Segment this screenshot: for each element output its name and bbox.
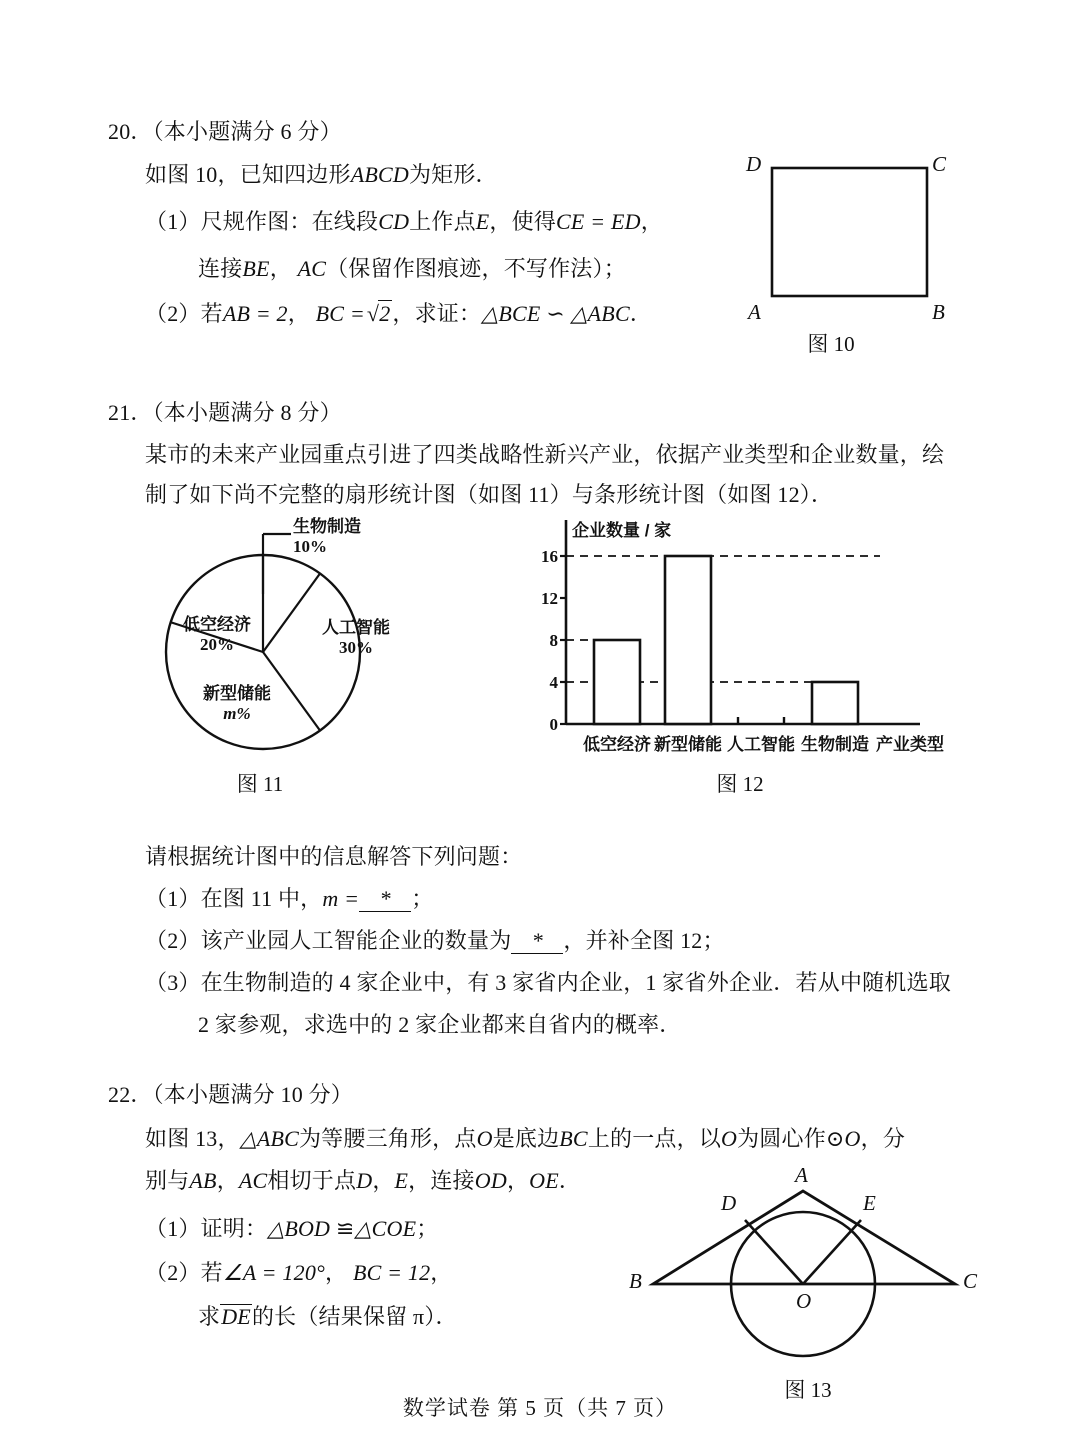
problem-21-ask-intro: 请根据统计图中的信息解答下列问题：	[145, 844, 523, 869]
p20-s1b-ac: AC	[297, 256, 327, 281]
p20-s2-tri1: △BCE	[481, 301, 541, 326]
pie-val-ai: 30%	[339, 638, 373, 658]
pie-divider-ai-storage	[263, 652, 320, 731]
p22-q2-angle: ∠A = 120°	[222, 1260, 326, 1285]
problem-20-stem-var: ABCD	[350, 162, 409, 187]
p20-s1-mid: 上作点	[409, 209, 476, 234]
bar-ytick-label-0: 0	[549, 715, 558, 734]
p22-q2-pre: （2）若	[145, 1260, 223, 1285]
p22-l1-d: 上的一点，以	[587, 1126, 722, 1151]
p22-l2-ab: AB	[189, 1168, 217, 1193]
p20-s1-e: E	[475, 209, 490, 234]
p20-s2-mid: ，求证：	[392, 301, 482, 326]
geo-label-C: C	[963, 1269, 978, 1293]
p22-q2b-tail: 的长（结果保留 π）．	[251, 1304, 458, 1329]
geo-label-A: A	[795, 1163, 808, 1187]
p22-l1-b: 为等腰三角形，点	[298, 1126, 477, 1151]
p20-s1b-tail: （保留作图痕迹，不写作法）；	[326, 256, 626, 281]
pie-val-bio: 10%	[293, 537, 327, 557]
p20-s1-cd: CD	[378, 209, 410, 234]
p22-l2-ac: AC	[238, 1168, 268, 1193]
p20-s2-pre: （2）若	[145, 301, 223, 326]
p22-q1-pre: （1）证明：	[145, 1216, 268, 1241]
p22-l2-sep1: ，	[372, 1168, 395, 1193]
pie-slice-label-lowalt	[183, 615, 251, 655]
p22-l2-oe: OE	[529, 1168, 559, 1193]
problem-21-q3-line2: 2 家参观，求选中的 2 家企业都来自省内的概率．	[198, 1012, 682, 1037]
p22-l1-a: 如图 13，	[145, 1126, 240, 1151]
p20-s2-radicand: 2	[379, 301, 391, 326]
p22-l2-end: ．	[558, 1168, 582, 1193]
problem-21-stem-line1: 某市的未来产业园重点引进了四类战略性新兴产业，依据产业类型和企业数量，绘	[145, 442, 945, 467]
triangle-circle-diagram	[625, 1185, 985, 1385]
pie-val-storage: m%	[223, 704, 251, 724]
triangle-ABC	[653, 1191, 955, 1284]
pie-cat-lowalt: 低空经济	[183, 615, 251, 634]
bar-lowalt-economy	[594, 640, 640, 724]
p21-q2-tail: ，并补全图 12；	[563, 928, 725, 953]
bar-bio-manufacturing	[812, 682, 858, 724]
rect-label-C: C	[932, 152, 947, 176]
problem-22-q2	[145, 1256, 453, 1287]
problem-20-points: （本小题满分 6 分）	[152, 119, 342, 144]
bar-y-axis-title: 企业数量 / 家	[572, 521, 672, 540]
p22-q2b-pre: 求	[198, 1304, 221, 1329]
p20-s1b-pre: 连接	[198, 256, 243, 281]
segment-OD	[745, 1220, 803, 1284]
p22-l1-bc: BC	[559, 1126, 588, 1151]
problem-20-number: 20．	[108, 119, 153, 144]
p20-s2-ab: AB = 2	[222, 301, 288, 326]
page-footer: 数学试卷 第 5 页（共 7 页）	[402, 1396, 678, 1420]
bar-new-storage	[665, 556, 711, 724]
pie-slice-label-bio	[293, 517, 361, 557]
p20-s1b-sep: ，	[269, 256, 292, 281]
problem-21-stem-line2: 制了如下尚不完整的扇形统计图（如图 11）与条形统计图（如图 12）．	[145, 482, 834, 507]
figure-10	[740, 150, 960, 330]
geo-label-B: B	[629, 1269, 642, 1293]
p22-q1-congruent-symbol: ≌	[335, 1216, 355, 1241]
p22-l1-tri: △ABC	[239, 1126, 299, 1151]
pie-val-lowalt: 20%	[200, 635, 234, 655]
problem-20-stem-pre: 如图 10，已知四边形	[145, 162, 351, 187]
figure-10-caption: 图 10	[807, 332, 855, 356]
figure-12-bar-chart	[520, 512, 980, 752]
p20-s1-pre: （1）尺规作图：在线段	[145, 209, 379, 234]
bar-chart-canvas	[520, 512, 980, 752]
p22-l1-o: O	[476, 1126, 493, 1151]
figure-11-pie-chart	[148, 512, 448, 762]
problem-20-stem-tail: 为矩形．	[408, 162, 498, 187]
rect-label-A: A	[748, 300, 761, 324]
p20-s1-tail: ，	[640, 209, 663, 234]
bar-ytick-label-8: 8	[549, 631, 558, 650]
figure-11-caption: 图 11	[236, 772, 284, 796]
p22-l2-b: ，	[216, 1168, 239, 1193]
rect-label-D: D	[746, 152, 762, 176]
figure-12-caption: 图 12	[716, 772, 764, 796]
problem-20-sub2	[145, 297, 652, 328]
p22-q2b-arc-de: DE	[221, 1304, 251, 1329]
p20-s2-tri2: △ABC	[570, 301, 630, 326]
pie-cat-storage: 新型储能	[203, 684, 271, 703]
bar-ytick-label-4: 4	[549, 673, 558, 692]
p22-l2-a: 别与	[145, 1168, 190, 1193]
figure-13-caption: 图 13	[784, 1378, 832, 1402]
problem-21-number: 21．	[108, 400, 153, 425]
bar-xtick-label-lowalt: 低空经济	[583, 735, 651, 754]
figure-13-geometry	[625, 1163, 985, 1385]
problem-22-q2-cont	[198, 1300, 458, 1331]
problem-22-points: （本小题满分 10 分）	[152, 1082, 354, 1107]
geo-label-D: D	[721, 1191, 737, 1215]
p21-q2-answer-blank[interactable]: *	[511, 929, 563, 954]
rectangle-shape	[772, 168, 927, 296]
p22-l2-d: D	[356, 1168, 373, 1193]
problem-20-stem	[145, 158, 498, 189]
pie-divider-bio-ai	[263, 574, 320, 653]
p22-l1-f: ，分	[860, 1126, 906, 1151]
problem-21-points: （本小题满分 8 分）	[152, 400, 342, 425]
problem-20-sub1-cont	[198, 252, 626, 283]
p20-s2-sqrt: √2	[366, 301, 391, 326]
rect-label-B: B	[932, 300, 945, 324]
p21-q2-pre: （2）该产业园人工智能企业的数量为	[145, 928, 512, 953]
p20-s2-sep: ，	[287, 301, 310, 326]
p22-q1-tri2: △COE	[354, 1216, 417, 1241]
problem-21-heading	[108, 396, 342, 427]
p22-l2-od: OD	[474, 1168, 507, 1193]
problem-21-q1	[145, 882, 433, 913]
p22-l2-conn: ，连接	[408, 1168, 475, 1193]
bar-ytick-label-12: 12	[541, 589, 558, 608]
problem-22-q1	[145, 1212, 438, 1243]
problem-21-q3-line1: （3）在生物制造的 4 家企业中，有 3 家省内企业，1 家省外企业．若从中随机选取	[145, 970, 951, 995]
p21-q1-answer-blank[interactable]: *	[359, 887, 411, 912]
p22-q1-tri1: △BOD	[267, 1216, 331, 1241]
bar-ytick-label-16: 16	[541, 547, 558, 566]
problem-21-q2	[145, 924, 725, 955]
rectangle-abcd-diagram	[740, 150, 960, 330]
p22-l2-e: E	[394, 1168, 409, 1193]
pie-cat-ai: 人工智能	[322, 618, 390, 637]
bar-xtick-label-storage: 新型储能	[654, 735, 722, 754]
p21-q1-tail: ；	[411, 886, 434, 911]
pie-slice-label-storage	[203, 684, 271, 724]
problem-22-stem-line2	[145, 1164, 581, 1195]
p21-q1-pre: （1）在图 11 中，	[145, 886, 323, 911]
problem-22-stem-line1	[145, 1122, 905, 1153]
segment-OE	[803, 1220, 861, 1284]
p22-q1-tail: ；	[416, 1216, 439, 1241]
problem-20-sub1	[145, 205, 663, 236]
p22-l1-o3: O	[844, 1126, 861, 1151]
problem-22-heading	[108, 1078, 353, 1109]
p22-q2-sep: ，	[325, 1260, 348, 1285]
p22-l1-o2: O	[721, 1126, 738, 1151]
p22-l1-c: 是底边	[492, 1126, 560, 1151]
problem-22-number: 22．	[108, 1082, 153, 1107]
p20-s2-similar-symbol: ∽	[546, 301, 565, 326]
p20-s2-bc: BC =	[315, 301, 365, 326]
p21-q1-var: m =	[322, 886, 360, 911]
bar-x-axis-title: 产业类型	[876, 735, 944, 754]
problem-20-heading	[108, 115, 342, 146]
p22-l2-sep2: ，	[506, 1168, 530, 1193]
pie-slice-label-ai	[322, 618, 390, 658]
bar-xtick-label-ai: 人工智能	[727, 735, 795, 754]
geo-label-E: E	[863, 1191, 876, 1215]
geo-label-O: O	[796, 1289, 812, 1313]
pie-cat-bio: 生物制造	[293, 517, 361, 536]
p20-s1b-be: BE	[242, 256, 270, 281]
p20-s1-mid2: ，使得	[489, 209, 557, 234]
p22-q2-bc: BC = 12	[352, 1260, 431, 1285]
p20-s2-tail: ．	[629, 301, 653, 326]
p20-s1-eq: CE = ED	[556, 209, 641, 234]
p22-q2-tail: ，	[430, 1260, 453, 1285]
p22-l1-e: 为圆心作⊙	[737, 1126, 845, 1151]
bar-xtick-label-bio: 生物制造	[801, 735, 869, 754]
p22-l2-c: 相切于点	[267, 1168, 357, 1193]
